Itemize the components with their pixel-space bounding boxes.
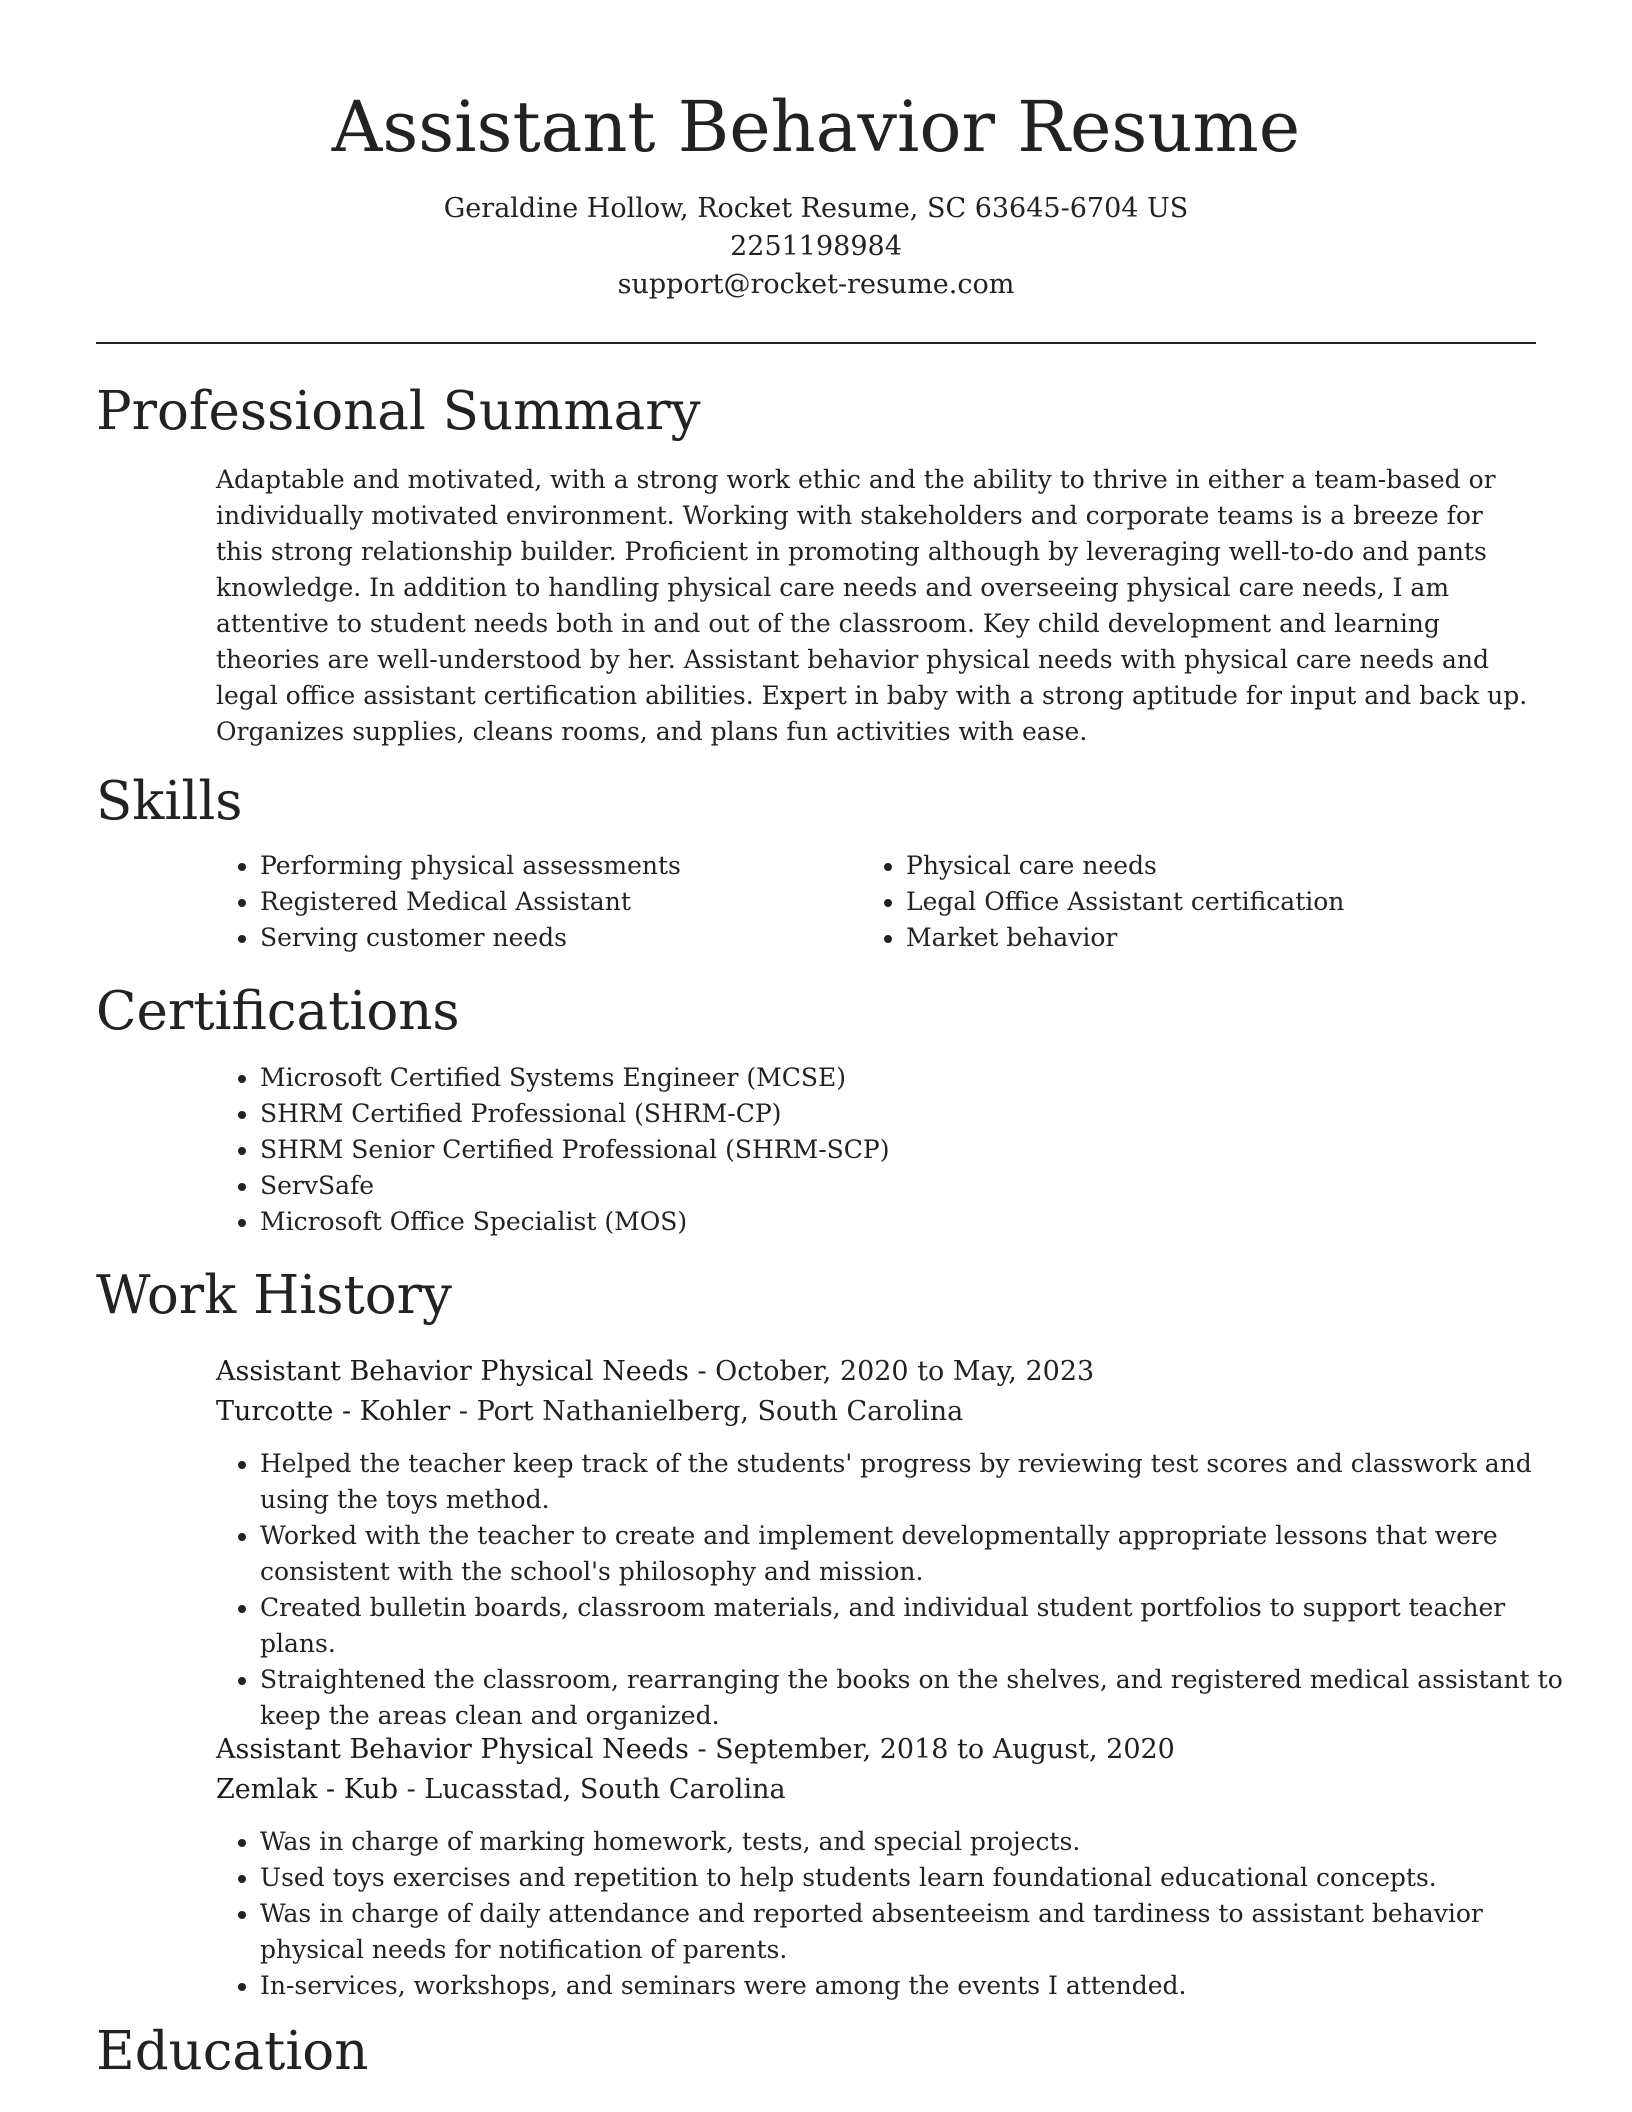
job-company-line — [216, 1392, 963, 1432]
skill-item: • Serving customer needs — [260, 920, 860, 956]
job-bullet: • Was in charge of daily attendance and reported absenteeism and tardiness to assistant behavior physical needs for notification of parents. — [260, 1896, 1580, 1968]
skill-item: • Legal Office Assistant certification — [906, 884, 1546, 920]
contact-email: support@rocket-resume.com — [617, 269, 1015, 300]
job-bullets — [216, 1824, 1580, 2004]
certification-item: • Microsoft Office Specialist (MOS) — [260, 1204, 1540, 1240]
job-title-line — [216, 1730, 1175, 1770]
certification-item: • ServSafe — [260, 1168, 1540, 1204]
work-history-heading: Work History — [96, 1265, 452, 1326]
certifications-heading: Certifications — [96, 981, 460, 1042]
job-dates: October, 2020 to May, 2023 — [715, 1356, 1095, 1387]
skill-item: • Market behavior — [906, 920, 1546, 956]
certifications-list — [216, 1060, 1540, 1240]
certification-item: • SHRM Senior Certified Professional (SHRM-SCP) — [260, 1132, 1540, 1168]
summary-heading: Professional Summary — [96, 381, 701, 442]
certification-item: • SHRM Certified Professional (SHRM-CP) — [260, 1096, 1540, 1132]
skills-heading: Skills — [96, 771, 243, 832]
job-company: Turcotte - Kohler — [216, 1396, 451, 1427]
job-bullet: • Straightened the classroom, rearranging the books on the shelves, and registered medical assistant to keep the areas clean and organized. — [260, 1662, 1580, 1734]
contact-block — [96, 190, 1536, 304]
job-title-line — [216, 1352, 1094, 1392]
job-dates: September, 2018 to August, 2020 — [715, 1734, 1175, 1765]
skill-item: • Performing physical assessments — [260, 848, 860, 884]
skills-list-left — [216, 848, 860, 956]
job-location: Port Nathanielberg, South Carolina — [476, 1396, 964, 1427]
job-company: Zemlak - Kub — [216, 1774, 398, 1805]
contact-address: Geraldine Hollow, Rocket Resume, SC 63645-6704 US — [443, 193, 1189, 224]
resume-header — [96, 82, 1536, 304]
summary-text: Adaptable and motivated, with a strong work ethic and the ability to thrive in either a team-based or individually motivated environment. Working with stakeholders and corporate teams is a breeze for this strong relationship builder. Proficient in promoting although by leveraging well-to-do and pants knowledge. In addition to handling physical care needs and overseeing physical care needs, I am attentive to student needs both in and out of the classroom. Key child development and learning theories are well-understood by her. Assistant behavior physical needs with physical care needs and legal office assistant certification abilities. Expert in baby with a strong aptitude for input and back up. Organizes supplies, cleans rooms, and plans fun activities with ease. — [216, 465, 1528, 746]
skills-list-right — [862, 848, 1546, 956]
resume-title: Assistant Behavior Resume — [331, 86, 1301, 168]
contact-phone: 2251198984 — [730, 231, 902, 262]
header-divider — [96, 342, 1536, 344]
job-bullet: • Created bulletin boards, classroom materials, and individual student portfolios to support teacher plans. — [260, 1590, 1580, 1662]
job-bullet: • In-services, workshops, and seminars were among the events I attended. — [260, 1968, 1580, 2004]
job-bullet: • Was in charge of marking homework, tests, and special projects. — [260, 1824, 1580, 1860]
skill-item: • Registered Medical Assistant — [260, 884, 860, 920]
job-bullets — [216, 1446, 1580, 1734]
job-position: Assistant Behavior Physical Needs — [216, 1356, 689, 1387]
job-position: Assistant Behavior Physical Needs — [216, 1734, 689, 1765]
job-bullet: • Used toys exercises and repetition to help students learn foundational educational concepts. — [260, 1860, 1580, 1896]
job-location: Lucasstad, South Carolina — [424, 1774, 786, 1805]
certification-item: • Microsoft Certified Systems Engineer (MCSE) — [260, 1060, 1540, 1096]
separator: - — [450, 1396, 477, 1427]
skill-item: • Physical care needs — [906, 848, 1546, 884]
job-bullet: • Worked with the teacher to create and implement developmentally appropriate lessons that were consistent with the school's philosophy and mission. — [260, 1518, 1580, 1590]
job-company-line — [216, 1770, 786, 1810]
separator: - — [397, 1774, 425, 1805]
separator: - — [688, 1734, 716, 1765]
job-bullet: • Helped the teacher keep track of the students' progress by reviewing test scores and classwork and using the toys method. — [260, 1446, 1580, 1518]
education-heading: Education — [96, 2021, 369, 2082]
separator: - — [688, 1356, 716, 1387]
